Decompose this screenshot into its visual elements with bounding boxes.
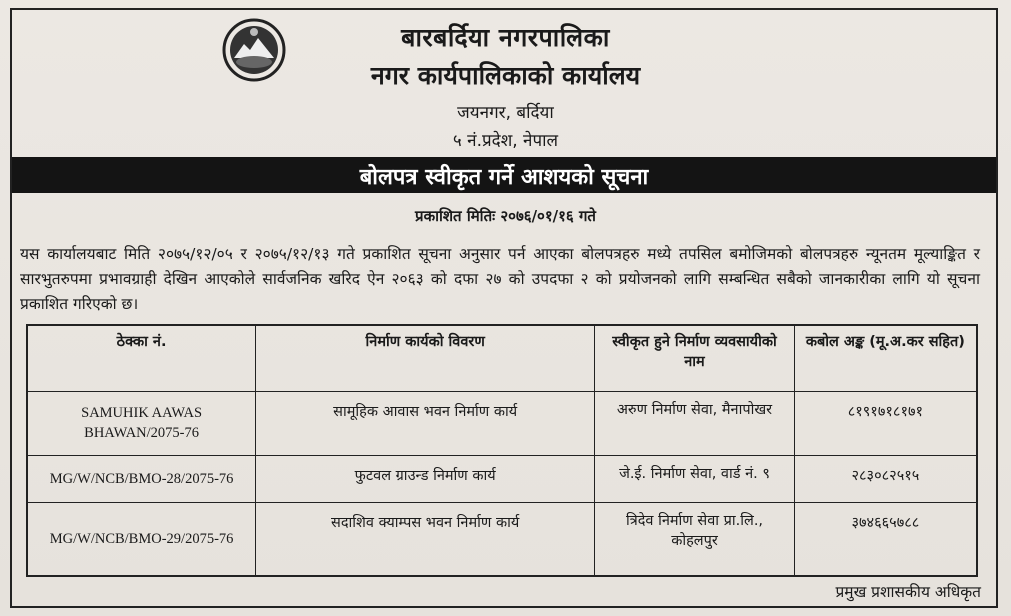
- table-row: [27, 502, 977, 576]
- signatory: प्रमुख प्रशासकीय अधिकृत: [835, 583, 981, 601]
- table-header-row: [27, 325, 977, 391]
- header-vendor: स्वीकृत हुने निर्माण व्यवसायीको नाम: [595, 325, 795, 391]
- office-name: नगर कार्यपालिकाको कार्यालय: [370, 61, 641, 90]
- work-description: सदाशिव क्याम्पस भवन निर्माण कार्य: [256, 502, 595, 576]
- vendor-name: अरुण निर्माण सेवा, मैनापोखर: [595, 391, 795, 455]
- notice-title: बोलपत्र स्वीकृत गर्ने आशयको सूचना: [359, 165, 649, 190]
- work-description: सामूहिक आवास भवन निर्माण कार्य: [256, 391, 595, 455]
- table-row: [27, 391, 977, 455]
- work-description: फुटवल ग्राउन्ड निर्माण कार्य: [256, 455, 595, 502]
- bid-amount: ३७४६६५७८८: [794, 502, 977, 576]
- notice-title-banner: [12, 157, 996, 193]
- bid-amount: २८३०८२५१५: [794, 455, 977, 502]
- header-contract-no: ठेक्का नं.: [27, 325, 256, 391]
- contract-no: MG/W/NCB/BMO-29/2075-76: [27, 502, 256, 576]
- vendor-name: त्रिदेव निर्माण सेवा प्रा.लि., कोहलपुर: [595, 502, 795, 576]
- org-name: बारबर्दिया नगरपालिका: [401, 23, 610, 52]
- vendor-name: जे.ई. निर्माण सेवा, वार्ड नं. ९: [595, 455, 795, 502]
- province: ५ नं.प्रदेश, नेपाल: [452, 131, 559, 151]
- bid-amount: ८१९१७१८१७१: [794, 391, 977, 455]
- contract-no: MG/W/NCB/BMO-28/2075-76: [27, 455, 256, 502]
- notice-body: यस कार्यालयबाट मिति २०७५/१२/०५ र २०७५/१२/१३ गते प्रकाशित सूचना अनुसार पर्न आएका बोलपत्रहरु मध्ये तपसिल बमोजिमको बोलपत्रहरु न्यूनतम मूल्याङ्कित र सारभुतरुपमा प्रभावग्राही देखिन आएकोले सार्वजनिक खरिद ऐन २०६३ को दफा २७ को उपदफा २ को प्रयोजनको लागि सम्बन्धित सबैको जानकारीका लागि यो सूचना प्रकाशित गरिएको छ।: [20, 245, 980, 313]
- contract-no: SAMUHIK AAWAS BHAWAN/2075-76: [27, 391, 256, 455]
- office-location: जयनगर, बर्दिया: [457, 103, 554, 123]
- table-row: [27, 455, 977, 502]
- contract-table: [26, 324, 978, 577]
- published-date: प्रकाशित मितिः २०७६/०१/१६ गते: [415, 207, 596, 225]
- header-description: निर्माण कार्यको विवरण: [256, 325, 595, 391]
- header-amount: कबोल अङ्क (मू.अ.कर सहित): [794, 325, 977, 391]
